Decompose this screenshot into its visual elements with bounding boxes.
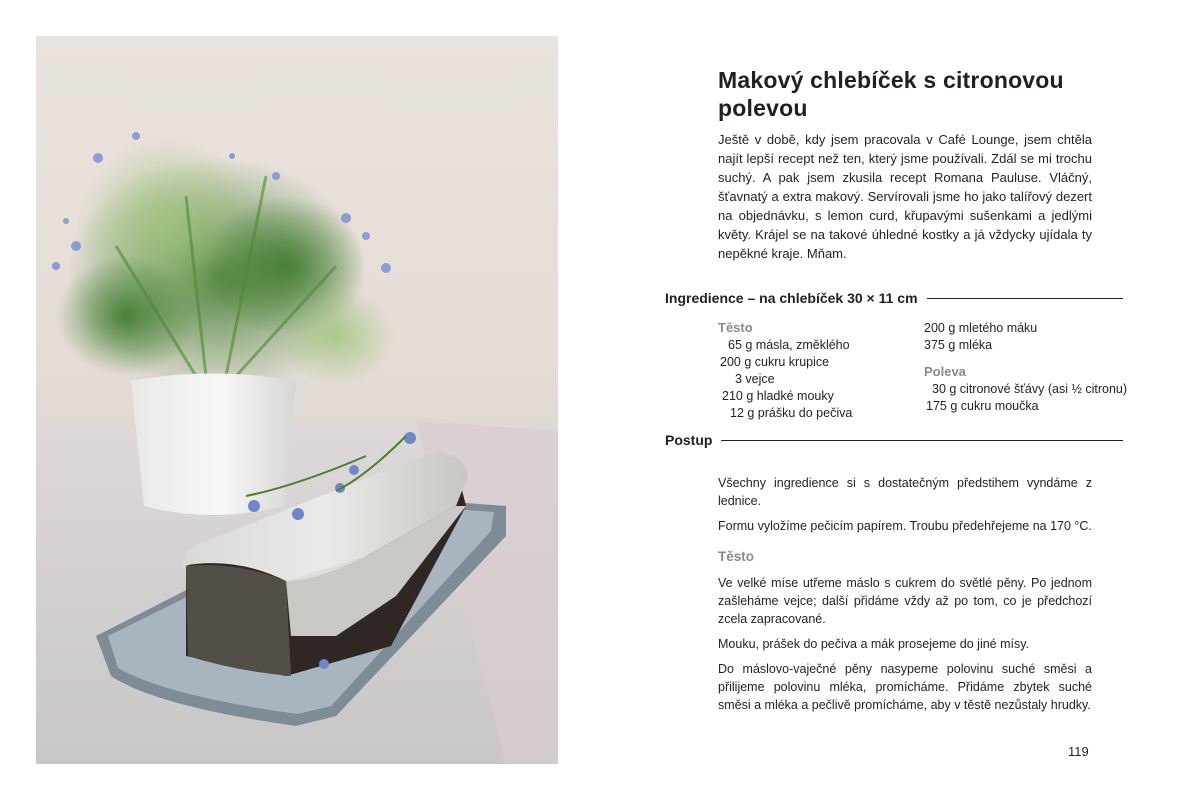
method-step: Do máslovo-vaječné pěny nasypeme polovinu suché směsi a přilijeme polovinu mléka, promícháme. Přidáme zbytek suché směsi a mléka a pečlivě promícháme, aby v těstě nezůstaly hrudky. xyxy=(718,662,1092,712)
recipe-title: Makový chlebíček s citronovou polevou xyxy=(718,67,1064,121)
ingredient-item: 200 g mletého máku xyxy=(924,321,1038,335)
ingredient-item: 3 vejce xyxy=(735,372,775,386)
ingredients-subheading-dough: Těsto xyxy=(718,320,753,335)
ingredients-right-column xyxy=(924,320,1127,415)
ingredient-item: 200 g cukru krupice xyxy=(720,355,830,369)
cake-photo xyxy=(36,36,558,764)
cake-photo-illustration xyxy=(36,36,558,764)
foliage xyxy=(52,132,396,396)
recipe-intro: Ještě v době, kdy jsem pracovala v Café Lounge, jsem chtěla najít lepší recept než ten, který jsme používali. Zdál se mi trochu suchý. A pak jsem zkusila recept Romana Pauluse. Vláčný, šťavnatý a extra makový. Servírovali jsme ho jako talířový dezert na objednávku, s lemon curd, křupavými sušenkami a jedlými květy. Krájel se na takové úhledné kostky a já vždycky ujídala ty nepěkné kraje. Mňam. xyxy=(718,132,1092,261)
method-subheading-dough: Těsto xyxy=(718,549,755,564)
ingredient-item: 210 g hladké mouky xyxy=(722,389,834,403)
method-heading-label: Postup xyxy=(665,432,713,448)
ingredient-item: 175 g cukru moučka xyxy=(926,399,1039,413)
method-steps xyxy=(718,474,1092,721)
method-step: Ve velké míse utřeme máslo s cukrem do světlé pěny. Po jednom zašleháme vejce; další přidáme vždy až po tom, co je předchozí zcela zapracované. xyxy=(718,576,1092,626)
method-step: Formu vyložíme pečicím papírem. Troubu předehřejeme na 170 °C. xyxy=(718,519,1092,533)
method-heading xyxy=(665,430,1123,450)
flower-pot xyxy=(131,374,296,516)
ingredient-item: 65 g másla, změklého xyxy=(728,338,850,352)
method-step: Všechny ingredience si s dostatečným předstihem vyndáme z lednice. xyxy=(718,476,1092,508)
ingredient-item: 375 g mléka xyxy=(924,338,993,352)
ingredients-heading-label: Ingredience – na chlebíček 30 × 11 cm xyxy=(665,290,918,306)
ingredients-subheading-glaze: Poleva xyxy=(924,364,966,379)
method-step: Mouku, prášek do pečiva a mák prosejeme do jiné mísy. xyxy=(718,637,1030,651)
ingredients-heading xyxy=(665,288,1123,308)
ingredient-item: 12 g prášku do pečiva xyxy=(730,406,853,420)
ingredients-left-column xyxy=(718,319,852,422)
ingredient-item: 30 g citronové šťávy (asi ½ citronu) xyxy=(932,382,1128,396)
divider xyxy=(927,298,1123,299)
divider xyxy=(721,440,1123,441)
page-number: 119 xyxy=(1068,744,1089,759)
